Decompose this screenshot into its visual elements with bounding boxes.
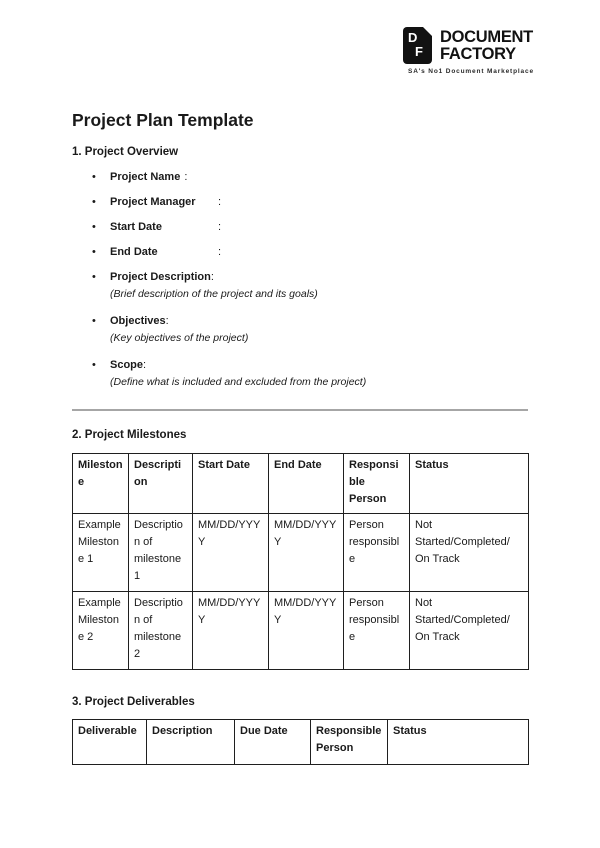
cell-responsible-person: Person responsible [344,514,410,592]
page-title: Project Plan Template [72,110,254,130]
logo-tagline: SA's No1 Document Marketplace [408,68,534,75]
table-row [73,592,529,670]
logo-letter-f: F [415,44,423,59]
field-label: Start Date [110,221,162,233]
field-label: End Date [110,246,158,258]
table-header-row [73,720,529,765]
col-header-due-date: Due Date [235,720,311,765]
col-header-status: Status [388,720,529,765]
section-heading-overview: 1. Project Overview [72,146,179,158]
field-colon: : [218,246,222,258]
milestones-table [72,453,529,670]
field-hint: (Define what is included and excluded from the project) [110,376,367,388]
cell-milestone: Example Milestone 1 [73,514,129,592]
field-label: Objectives [110,315,166,327]
logo-wordmark-line1: DOCUMENT [440,27,533,46]
cell-start-date: MM/DD/YYYY [193,514,269,592]
section-divider [72,409,528,411]
logo-row [403,27,539,64]
field-colon: : [210,271,214,283]
cell-status: Not Started/Completed/ On Track [410,514,529,592]
col-header-start-date: Start Date [193,454,269,514]
cell-end-date: MM/DD/YYYY [269,592,344,670]
field-label: Scope [110,359,144,371]
field-hint: (Brief description of the project and its goals) [110,288,318,300]
logo-wordmark [440,29,533,63]
page-fold-icon [423,27,432,36]
col-header-responsible-person: Responsible Person [311,720,388,765]
field-colon: : [143,359,147,371]
list-item-project-name [72,170,528,184]
col-header-description: Description [129,454,193,514]
table-header-row [73,454,529,514]
col-header-description: Description [147,720,235,765]
col-header-status: Status [410,454,529,514]
col-header-end-date: End Date [269,454,344,514]
overview-list [72,170,528,391]
cell-responsible-person: Person responsible [344,592,410,670]
col-header-milestone: Milestone [73,454,129,514]
document-factory-logo [403,27,539,75]
section-heading-milestones: 2. Project Milestones [72,429,187,441]
list-item-start-date [72,220,528,234]
field-label: Project Name [110,171,181,183]
document-file-icon [403,27,432,64]
cell-start-date: MM/DD/YYYY [193,592,269,670]
cell-milestone: Example Milestone 2 [73,592,129,670]
logo-wordmark-line2: FACTORY [440,44,516,63]
logo-letter-d: D [408,30,418,45]
field-hint: (Key objectives of the project) [110,332,249,344]
list-item-project-description [72,270,528,303]
table-row [73,514,529,592]
section-heading-deliverables: 3. Project Deliverables [72,696,195,708]
cell-end-date: MM/DD/YYYY [269,514,344,592]
list-item-end-date [72,245,528,259]
cell-description: Description of milestone 1 [129,514,193,592]
list-item-project-manager [72,195,528,209]
field-colon: : [165,315,169,327]
col-header-deliverable: Deliverable [73,720,147,765]
deliverables-table [72,719,529,765]
field-colon: : [218,196,222,208]
cell-status: Not Started/Completed/ On Track [410,592,529,670]
field-label: Project Manager [110,196,196,208]
field-colon: : [184,171,188,183]
col-header-responsible-person: Responsible Person [344,454,410,514]
list-item-objectives [72,314,528,347]
list-item-scope [72,358,528,391]
field-colon: : [218,221,222,233]
cell-description: Description of milestone 2 [129,592,193,670]
field-label: Project Description [110,271,211,283]
